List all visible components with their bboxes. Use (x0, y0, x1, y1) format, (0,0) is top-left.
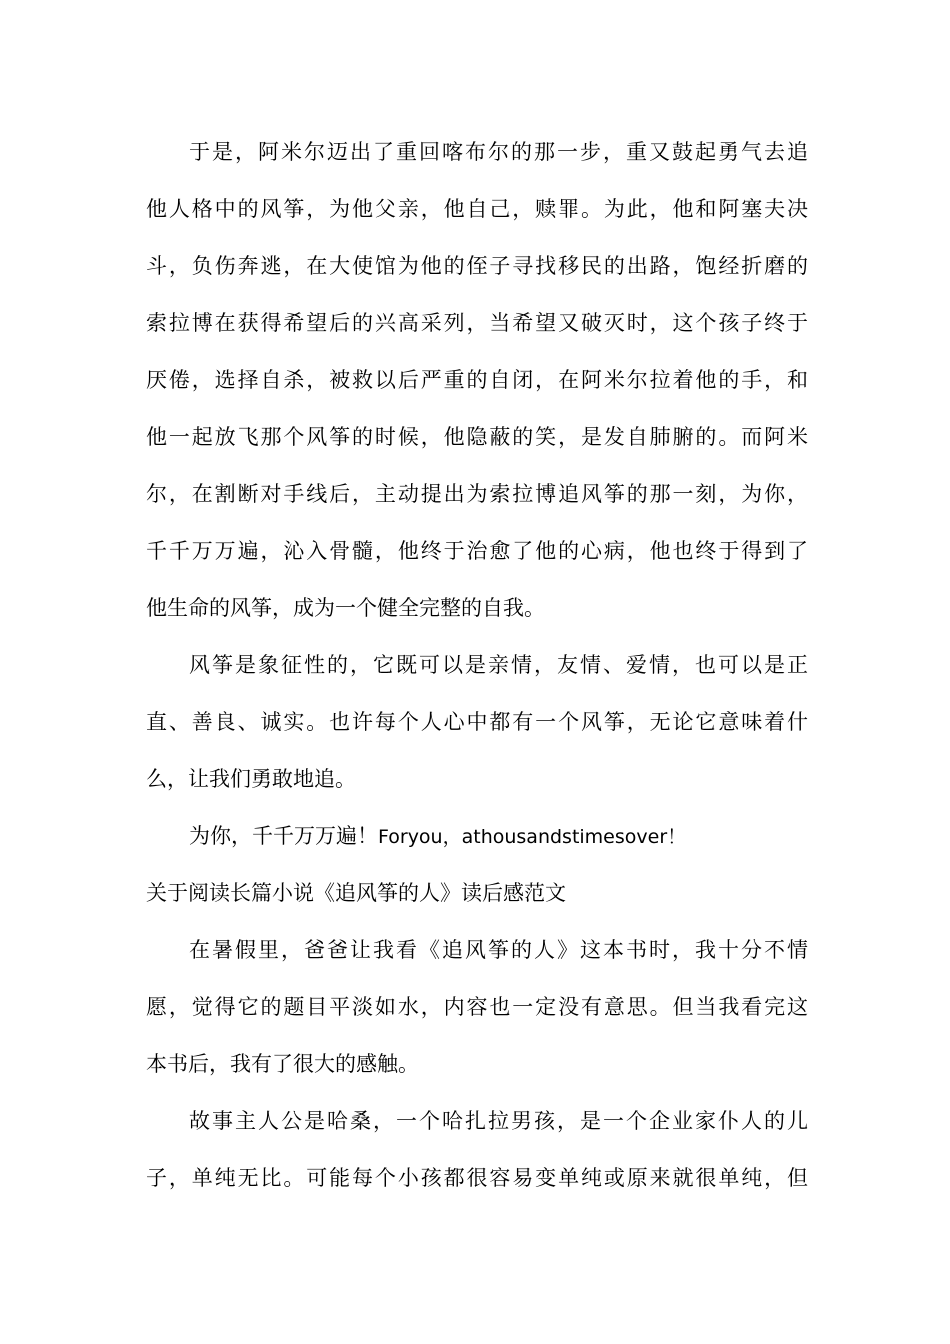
paragraph-1-line-7: 尔，在割断对手线后，主动提出为索拉博追风筝的那一刻，为你， (146, 482, 808, 506)
paragraph-4-line-1: 在暑假里，爸爸让我看《追风筝的人》这本书时，我十分不情 (189, 938, 808, 962)
paragraph-1-line-2: 他人格中的风筝，为他父亲，他自己，赎罪。为此，他和阿塞夫决 (146, 197, 808, 221)
paragraph-1-line-8: 千千万万遍，沁入骨髓，他终于治愈了他的心病，他也终于得到了 (146, 539, 808, 563)
paragraph-5-line-2: 子，单纯无比。可能每个小孩都很容易变单纯或原来就很单纯，但 (146, 1166, 808, 1190)
paragraph-2-line-1: 风筝是象征性的，它既可以是亲情，友情、爱情，也可以是正 (189, 653, 808, 677)
paragraph-5-line-1: 故事主人公是哈桑，一个哈扎拉男孩，是一个企业家仆人的儿 (189, 1109, 808, 1133)
paragraph-1-line-9: 他生命的风筝，成为一个健全完整的自我。 (146, 596, 545, 620)
paragraph-4-line-3: 本书后，我有了很大的感触。 (146, 1052, 419, 1076)
paragraph-1-line-6: 他一起放飞那个风筝的时候，他隐蔽的笑，是发自肺腑的。而阿米 (146, 425, 808, 449)
paragraph-1-line-3: 斗，负伤奔逃，在大使馆为他的侄子寻找移民的出路，饱经折磨的 (146, 254, 808, 278)
paragraph-1-line-5: 厌倦，选择自杀，被救以后严重的自闭，在阿米尔拉着他的手，和 (146, 368, 808, 392)
paragraph-3-line-1 (189, 819, 808, 853)
paragraph-3-english: Foryou，athousandstimesover！ (378, 826, 687, 848)
section-title: 关于阅读长篇小说《追风筝的人》读后感范文 (146, 881, 566, 905)
paragraph-3-chinese: 为你，千千万万遍！ (189, 824, 378, 848)
paragraph-2-line-3: 么，让我们勇敢地追。 (146, 767, 356, 791)
paragraph-1-line-4: 索拉博在获得希望后的兴高采列，当希望又破灭时，这个孩子终于 (146, 311, 808, 335)
paragraph-2-line-2: 直、善良、诚实。也许每个人心中都有一个风筝，无论它意味着什 (146, 710, 808, 734)
paragraph-4-line-2: 愿，觉得它的题目平淡如水，内容也一定没有意思。但当我看完这 (146, 995, 808, 1019)
paragraph-1-line-1: 于是，阿米尔迈出了重回喀布尔的那一步，重又鼓起勇气去追 (189, 140, 808, 164)
